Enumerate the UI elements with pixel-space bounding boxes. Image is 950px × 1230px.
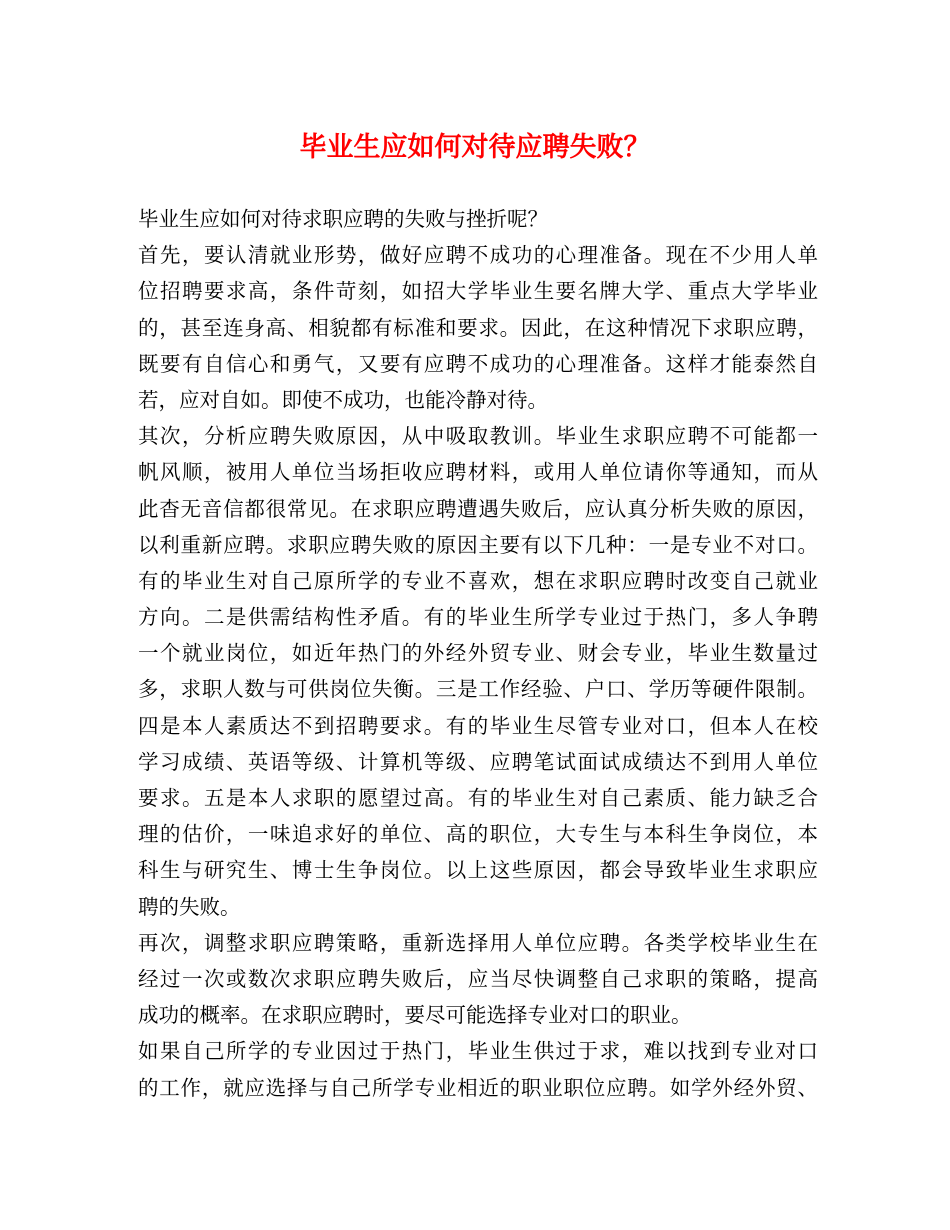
body-text-line: 既要有自信心和勇气，又要有应聘不成功的心理准备。这样才能泰然自 — [138, 351, 818, 376]
body-text-line: 位招聘要求高，条件苛刻，如招大学毕业生要名牌大学、重点大学毕业 — [138, 279, 818, 304]
body-text-line: 再次，调整求职应聘策略，重新选择用人单位应聘。各类学校毕业生在 — [138, 930, 818, 955]
body-text-line: 成功的概率。在求职应聘时，要尽可能选择专业对口的职业。 — [138, 1003, 692, 1028]
body-text-line: 有的毕业生对自己原所学的专业不喜欢，想在求职应聘时改变自己就业 — [138, 568, 818, 593]
body-text-line: 多，求职人数与可供岗位失衡。三是工作经验、户口、学历等硬件限制。 — [138, 677, 818, 702]
body-text-line: 经过一次或数次求职应聘失败后，应当尽快调整自己求职的策略，提高 — [138, 966, 818, 991]
body-text-line: 的工作，就应选择与自己所学专业相近的职业职位应聘。如学外经外贸、 — [138, 1075, 818, 1100]
body-text-line: 如果自己所学的专业因过于热门，毕业生供过于求，难以找到专业对口 — [138, 1039, 818, 1064]
body-text-line: 聘的失败。 — [138, 894, 241, 919]
body-text-line: 帆风顺，被用人单位当场拒收应聘材料，或用人单位请你等通知，而从 — [138, 460, 818, 485]
body-text-line: 以利重新应聘。求职应聘失败的原因主要有以下几种：一是专业不对口。 — [138, 532, 818, 557]
body-text-line: 此杳无音信都很常见。在求职应聘遭遇失败后，应认真分析失败的原因， — [138, 496, 818, 521]
body-text-line: 其次，分析应聘失败原因，从中吸取教训。毕业生求职应聘不可能都一 — [138, 424, 818, 449]
body-text-line: 毕业生应如何对待求职应聘的失败与挫折呢？ — [138, 207, 548, 231]
body-text-line: 方向。二是供需结构性矛盾。有的毕业生所学专业过于热门，多人争聘 — [138, 605, 818, 630]
body-text-line: 要求。五是本人求职的愿望过高。有的毕业生对自己素质、能力缺乏合 — [138, 786, 818, 810]
body-text-line: 一个就业岗位，如近年热门的外经外贸专业、财会专业，毕业生数量过 — [138, 641, 818, 666]
body-text-line: 首先，要认清就业形势，做好应聘不成功的心理准备。现在不少用人单 — [138, 243, 818, 268]
body-text-line: 四是本人素质达不到招聘要求。有的毕业生尽管专业对口，但本人在校 — [138, 713, 818, 738]
body-text-line: 科生与研究生、博士生争岗位。以上这些原因，都会导致毕业生求职应 — [138, 858, 818, 883]
body-text-line: 若，应对自如。即使不成功，也能冷静对待。 — [138, 387, 548, 412]
body-text-line: 理的估价，一味追求好的单位、高的职位，大专生与本科生争岗位，本 — [138, 822, 818, 847]
body-text-line: 学习成绩、英语等级、计算机等级、应聘笔试面试成绩达不到用人单位 — [138, 749, 818, 774]
document-body — [138, 201, 818, 1106]
document-title: 毕业生应如何对待应聘失败？ — [299, 132, 651, 163]
body-text-line: 的，甚至连身高、相貌都有标准和要求。因此，在这种情况下求职应聘， — [138, 315, 818, 340]
